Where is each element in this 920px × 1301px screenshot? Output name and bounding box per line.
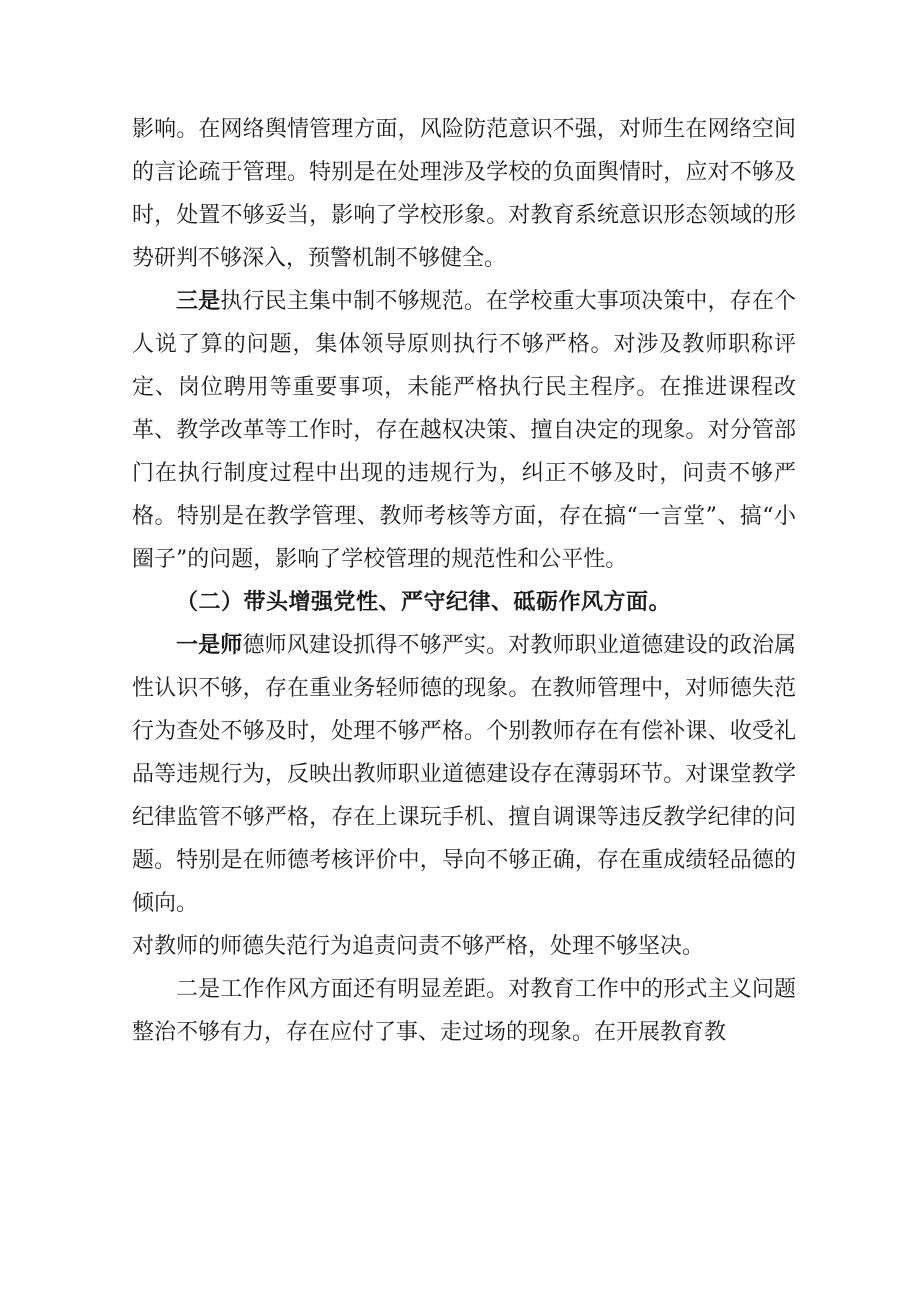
paragraph-text: 对教师的师德失范行为追责问责不够严格，处理不够坚决。	[132, 934, 705, 959]
paragraph-continuation	[132, 108, 796, 280]
document-body	[132, 108, 796, 1054]
paragraph-point-three	[132, 280, 796, 581]
paragraph-text: 执行民主集中制不够规范。在学校重大事项决策中，存在个人说了算的问题，集体领导原则执行不够严格。对涉及教师职称评定、岗位聘用等重要事项，未能严格执行民主程序。在推进课程改革、教学改革等工作时，存在越权决策、擅自决定的现象。对分管部门在执行制度过程中出现的违规行为，纠正不够及时，问责不够严格。特别是在教学管理、教师考核等方面，存在搞“一言堂”、搞“小圈子”的问题，影响了学校管理的规范性和公平性。	[132, 289, 796, 572]
paragraph-text: 二是工作作风方面还有明显差距。对教育工作中的形式主义问题整治不够有力，存在应付了事、走过场的现象。在开展教育教	[132, 977, 796, 1045]
paragraph-point-one	[132, 624, 796, 925]
paragraph-unindented	[132, 925, 796, 968]
paragraph-lead: 三是	[176, 288, 221, 314]
paragraph-text: 德师风建设抓得不够严实。对教师职业道德建设的政治属性认识不够，存在重业务轻师德的现象。在教师管理中，对师德失范行为查处不够及时，处理不够严格。个别教师存在有偿补课、收受礼品等违规行为，反映出教师职业道德建设存在薄弱环节。对课堂教学纪律监管不够严格，存在上课玩手机、擅自调课等违反教学纪律的问题。特别是在师德考核评价中，导向不够正确，存在重成绩轻品德的倾向。	[132, 633, 796, 916]
paragraph-point-two	[132, 968, 796, 1054]
section-heading: （二）带头增强党性、严守纪律、砥砺作风方面。	[176, 589, 672, 615]
paragraph-text: 影响。在网络舆情管理方面，风险防范意识不强，对师生在网络空间的言论疏于管理。特别是在处理涉及学校的负面舆情时，应对不够及时，处置不够妥当，影响了学校形象。对教育系统意识形态领域的形势研判不够深入，预警机制不够健全。	[132, 117, 796, 271]
paragraph-lead: 一是师	[176, 632, 243, 658]
